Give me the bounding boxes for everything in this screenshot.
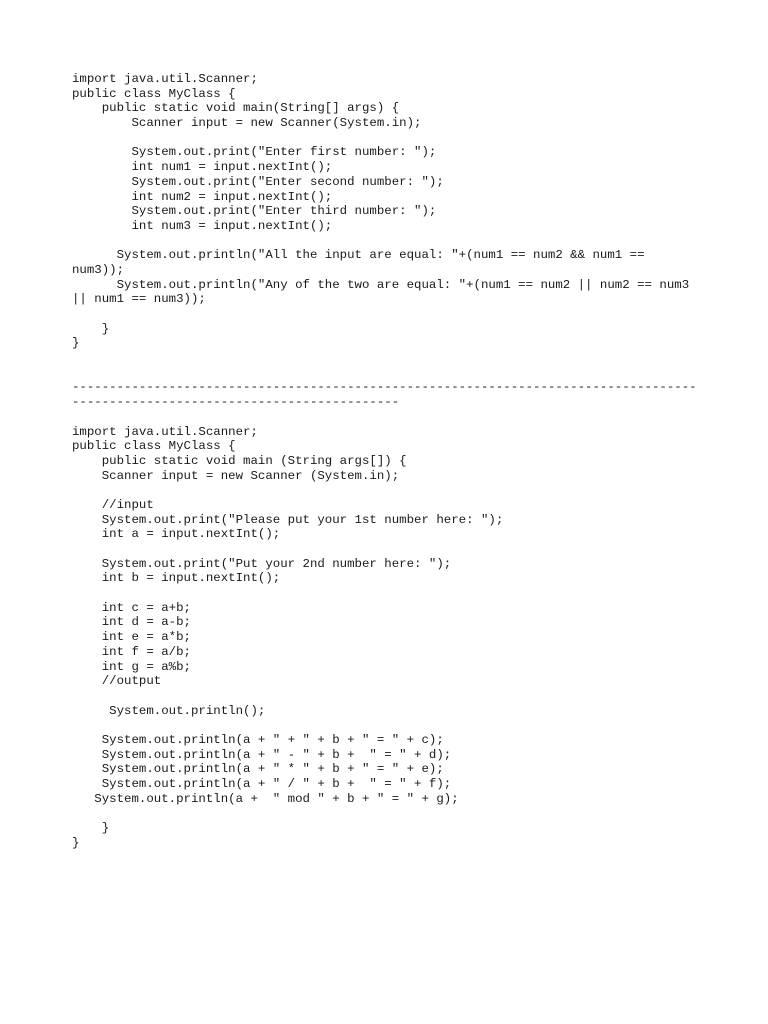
code-line (72, 366, 704, 381)
code-line: System.out.println("All the input are equal: "+(num1 == num2 && num1 == (72, 248, 645, 263)
code-line: int f = a/b; (72, 644, 191, 659)
code-line: } (72, 835, 80, 850)
code-line: Scanner input = new Scanner (System.in); (72, 468, 400, 483)
code-line (72, 131, 704, 146)
code-line (72, 586, 704, 601)
code-line: } (72, 821, 110, 836)
code-line: int a = input.nextInt(); (72, 527, 281, 542)
code-line (72, 689, 704, 704)
code-line: public static void main(String[] args) { (72, 101, 400, 116)
code-line (72, 483, 704, 498)
code-line: num3)); (72, 262, 125, 277)
code-line (72, 307, 704, 322)
document-page (72, 72, 704, 850)
code-line: System.out.println(a + " / " + b + " = " + f); (72, 777, 452, 791)
code-line: import java.util.Scanner; (72, 424, 258, 439)
code-line: int b = input.nextInt(); (72, 571, 281, 586)
code-line (72, 718, 704, 733)
code-line (72, 410, 704, 425)
code-line: public static void main (String args[]) { (72, 453, 407, 468)
code-line: System.out.print("Enter second number: "); (72, 174, 444, 189)
code-line: import java.util.Scanner; (72, 72, 258, 86)
code-line: -------------------------------------------- (72, 395, 400, 410)
code-line: public class MyClass { (72, 86, 236, 101)
code-line: System.out.print("Enter first number: "); (72, 145, 437, 160)
code-line (72, 234, 704, 249)
code-line: Scanner input = new Scanner(System.in); (72, 116, 422, 131)
code-line: ------------------------------------------------------------------------------------ (72, 380, 697, 395)
code-line: System.out.println(a + " - " + b + " = " + d); (72, 747, 452, 762)
code-line: int g = a%b; (72, 659, 191, 674)
code-line: System.out.print("Please put your 1st number here: "); (72, 512, 504, 527)
code-line: int num1 = input.nextInt(); (72, 160, 333, 175)
code-line: int num3 = input.nextInt(); (72, 218, 333, 233)
code-line: int d = a-b; (72, 615, 191, 630)
code-line: System.out.print("Put your 2nd number here: "); (72, 556, 452, 571)
code-line: System.out.println(a + " * " + b + " = " + e); (72, 762, 444, 777)
code-line: //output (72, 674, 162, 689)
code-line: System.out.println(); (72, 703, 266, 718)
code-line: //input (72, 497, 154, 512)
code-line: int e = a*b; (72, 630, 191, 645)
code-line: || num1 == num3)); (72, 292, 206, 307)
code-line: System.out.println("Any of the two are equal: "+(num1 == num2 || num2 == num3 (72, 277, 690, 292)
code-line: public class MyClass { (72, 439, 236, 454)
code-line: int num2 = input.nextInt(); (72, 189, 333, 204)
code-line: System.out.println(a + " + " + b + " = " + c); (72, 732, 444, 747)
code-line: } (72, 321, 110, 336)
code-line (72, 351, 704, 366)
code-line (72, 806, 704, 821)
code-line: } (72, 336, 80, 351)
code-line (72, 542, 704, 557)
code-line: System.out.println(a + " mod " + b + " = " + g); (72, 791, 459, 806)
code-line: System.out.print("Enter third number: "); (72, 204, 437, 219)
code-line: int c = a+b; (72, 600, 191, 615)
